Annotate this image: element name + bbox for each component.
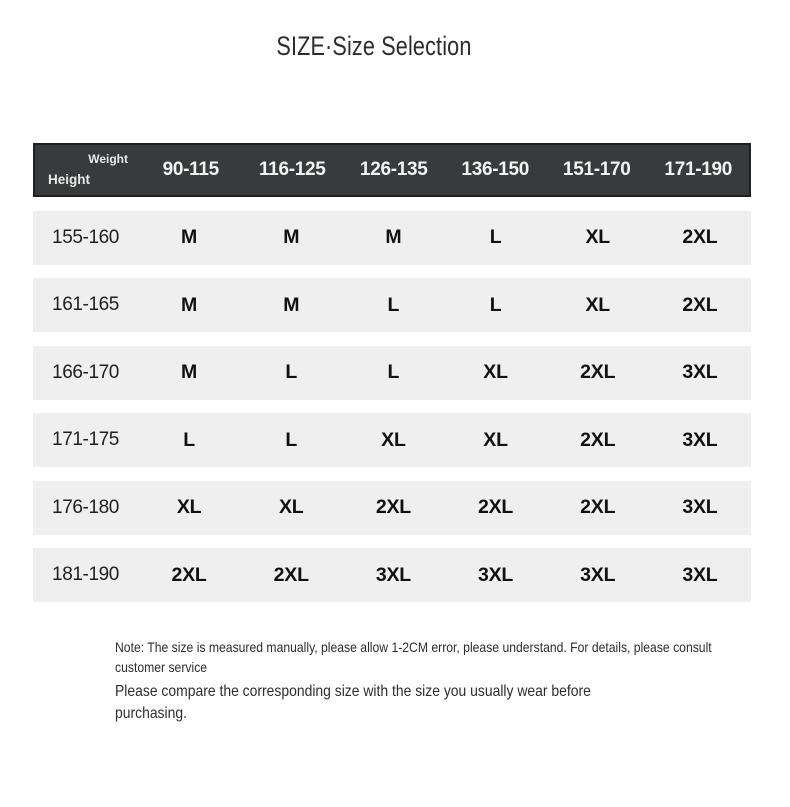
size-value: L xyxy=(489,226,502,248)
table-row xyxy=(33,548,751,602)
table-header-row xyxy=(33,143,751,197)
table-corner-cell xyxy=(35,145,140,195)
size-value: L xyxy=(489,293,502,316)
weight-column-header: 90-115 xyxy=(162,159,219,180)
weight-column-header: 151-170 xyxy=(562,159,631,180)
weight-column-header: 136-150 xyxy=(461,159,530,180)
size-value: 2XL xyxy=(580,361,616,383)
weight-axis-label: Weight xyxy=(88,152,128,166)
size-value: XL xyxy=(278,496,304,518)
table-row xyxy=(33,346,751,400)
size-value: M xyxy=(385,226,402,248)
size-value: 3XL xyxy=(682,361,718,383)
weight-column-header: 171-190 xyxy=(664,159,733,180)
size-value: M xyxy=(283,293,300,316)
size-value: L xyxy=(387,361,400,383)
height-range-label: 161-165 xyxy=(52,294,119,315)
size-value: 3XL xyxy=(682,428,718,451)
height-range-label: 181-190 xyxy=(52,564,119,585)
note-line: customer service xyxy=(115,659,208,675)
size-value: 3XL xyxy=(477,563,514,586)
size-value: XL xyxy=(585,226,610,248)
size-chart-table xyxy=(33,143,751,602)
size-value: 3XL xyxy=(375,563,411,586)
size-value: 3XL xyxy=(682,496,718,518)
size-value: L xyxy=(183,428,195,451)
size-value: 3XL xyxy=(580,563,616,586)
table-row xyxy=(33,413,751,467)
note-line: purchasing. xyxy=(115,705,187,722)
size-value: XL xyxy=(585,293,610,316)
compare-size-note xyxy=(115,681,790,725)
size-value: XL xyxy=(483,428,508,451)
weight-column-header: 126-135 xyxy=(359,159,428,180)
footer-notes xyxy=(115,637,790,725)
size-value: M xyxy=(181,361,198,383)
height-range-label: 166-170 xyxy=(52,361,119,383)
note-line: Note: The size is measured manually, please allow 1-2CM error, please understand. For details, please consult xyxy=(115,639,712,655)
size-value: XL xyxy=(483,361,508,383)
table-row xyxy=(33,278,751,332)
measurement-note xyxy=(115,637,790,677)
size-value: 2XL xyxy=(171,563,207,586)
height-range-label: 155-160 xyxy=(52,226,119,248)
note-line: Please compare the corresponding size with the size you usually wear before xyxy=(115,683,591,700)
page-title: SIZE·Size Selection xyxy=(276,31,472,61)
size-value: XL xyxy=(381,428,406,451)
table-row xyxy=(33,211,751,265)
size-value: L xyxy=(285,428,298,451)
size-value: 2XL xyxy=(477,496,514,518)
weight-column-header: 116-125 xyxy=(258,159,326,180)
size-value: 2XL xyxy=(375,496,411,518)
size-value: 2XL xyxy=(580,496,616,518)
height-range-label: 176-180 xyxy=(52,496,119,518)
page-title-wrap xyxy=(0,31,748,62)
size-value: XL xyxy=(176,496,202,518)
height-range-label: 171-175 xyxy=(52,429,119,450)
size-value: L xyxy=(387,293,400,316)
size-value: 3XL xyxy=(682,563,718,586)
size-value: 2XL xyxy=(682,226,718,248)
size-value: 2XL xyxy=(580,428,616,451)
size-value: M xyxy=(181,293,198,316)
size-value: L xyxy=(285,361,298,383)
height-axis-label: Height xyxy=(48,172,90,187)
size-value: 2XL xyxy=(682,293,718,316)
size-value: M xyxy=(283,226,300,248)
size-value: M xyxy=(181,226,198,248)
table-row xyxy=(33,481,751,535)
size-value: 2XL xyxy=(273,563,309,586)
